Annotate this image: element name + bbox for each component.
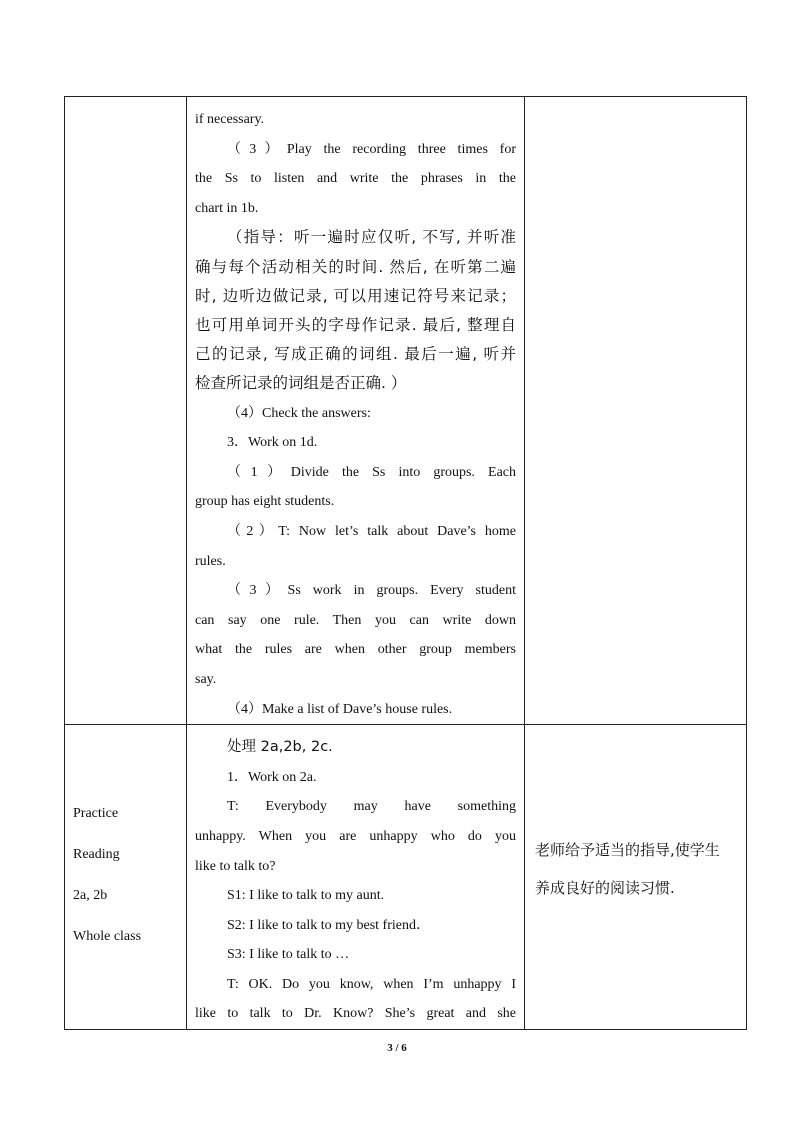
stage-label: Practice [73, 806, 119, 822]
teacher-note: 老师给予适当的指导,使学生 [535, 841, 720, 860]
text-line: （4）Check the answers: [227, 405, 371, 421]
text-line: can say one rule. Then you can write down [195, 612, 516, 628]
text-line: （2）T: Now let’s talk about Dave’s home [227, 523, 516, 539]
text-line: （指导：听一遍时应仅听, 不写, 并听准 [227, 228, 516, 247]
teacher-note: 养成良好的阅读习惯. [535, 879, 675, 898]
lesson-plan-table [64, 96, 747, 1030]
text-line: （4）Make a list of Dave’s house rules. [227, 701, 453, 717]
text-line: if necessary. [195, 112, 265, 127]
text-line: 时, 边听边做记录, 可以用速记符号来记录； [195, 286, 516, 305]
stage-cell [65, 725, 187, 1030]
table-row [65, 725, 747, 1030]
text-line: 3．Work on 1d. [227, 435, 318, 451]
text-line: （3）Ss work in groups. Every student [227, 583, 516, 599]
text-line: unhappy. When you are unhappy who do you [195, 828, 516, 844]
page-number: 3 / 6 [387, 1042, 407, 1054]
text-line: （3）Play the recording three times for [227, 141, 516, 157]
text-line: 1．Work on 2a. [227, 769, 317, 785]
text-line: S1: I like to talk to my aunt. [227, 888, 385, 904]
stage-cell [65, 97, 187, 725]
text-line: （1）Divide the Ss into groups. Each [227, 464, 516, 480]
section-label: 2a, 2b [73, 888, 108, 904]
text-line: 确与每个活动相关的时间. 然后, 在听第二遍 [195, 257, 516, 276]
text-line: 处理 2a,2b, 2c. [227, 739, 333, 756]
grouping-label: Whole class [73, 929, 142, 945]
activity-label: Reading [73, 847, 120, 863]
text-line: 检查所记录的词组是否正确. ） [195, 374, 407, 393]
text-line: what the rules are when other group members [195, 642, 516, 658]
text-line: 也可用单词开头的字母作记录. 最后, 整理自 [195, 315, 516, 334]
table-row [65, 97, 747, 725]
text-line: chart in 1b. [195, 200, 259, 216]
text-line: S2: I like to talk to my best friend． [227, 917, 430, 933]
text-line: say. [195, 671, 217, 687]
text-line: T: OK. Do you know, when I’m unhappy I [227, 976, 516, 992]
text-line: rules. [195, 553, 226, 569]
note-cell [525, 725, 747, 1030]
text-line: like to talk to Dr. Know? She’s great and she [195, 1006, 516, 1022]
text-line: the Ss to listen and write the phrases in the [195, 171, 516, 187]
note-cell [525, 97, 747, 725]
text-line: S3: I like to talk to … [227, 947, 350, 963]
text-line: 己的记录, 写成正确的词组. 最后一遍, 听并 [195, 345, 516, 364]
procedure-cell [187, 725, 525, 1030]
text-line: T: Everybody may have something [227, 799, 516, 815]
text-line: group has eight students. [195, 494, 335, 510]
text-line: like to talk to? [195, 858, 276, 874]
procedure-cell [187, 97, 525, 725]
